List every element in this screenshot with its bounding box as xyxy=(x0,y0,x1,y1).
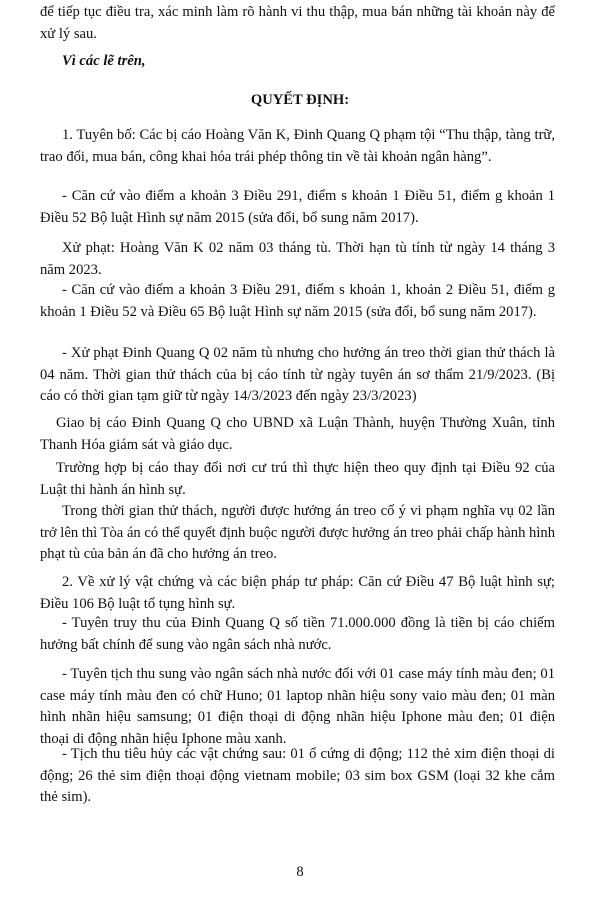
paragraph-3: Xử phạt: Hoàng Văn K 02 năm 03 tháng tù. Thời hạn tù tính từ ngày 14 tháng 3 năm 2023. xyxy=(40,240,555,278)
paragraph-5: - Xử phạt Đinh Quang Q 02 năm tù nhưng cho hưởng án treo thời gian thử thách là 04 năm. Thời gian thử thách của bị cáo tính từ ngày tuyên án sơ thẩm 21/9/2023. (Bị cáo có thời gian tạm giữ từ ngày 14/3/2023 đến ngày 23/3/2023) xyxy=(40,345,555,404)
paragraph-9: 2. Về xử lý vật chứng và các biện pháp tư pháp: Căn cứ Điều 47 Bộ luật hình sự; Điều 106 Bộ luật tố tụng hình sự. xyxy=(40,574,555,612)
paragraph-1: 1. Tuyên bố: Các bị cáo Hoàng Văn K, Đinh Quang Q phạm tội “Thu thập, tàng trữ, trao đổi, mua bán, công khai hóa trái phép thông tin về tài khoản ngân hàng”. xyxy=(40,127,555,165)
decision-heading: QUYẾT ĐỊNH: xyxy=(250,92,350,108)
preamble-line: Vì các lẽ trên, xyxy=(62,53,146,69)
paragraph-4: - Căn cứ vào điểm a khoản 3 Điều 291, điểm s khoản 1, khoản 2 Điều 51, điểm g khoản 1 Điều 52 và Điều 65 Bộ luật Hình sự năm 2015 (sửa đổi, bổ sung năm 2017). xyxy=(40,282,555,320)
page-number: 8 xyxy=(296,864,304,880)
paragraph-2: - Căn cứ vào điểm a khoản 3 Điều 291, điểm s khoản 1 Điều 51, điểm g khoản 1 Điều 52 Bộ luật Hình sự năm 2015 (sửa đổi, bổ sung năm 2017). xyxy=(40,188,555,226)
paragraph-7: Trường hợp bị cáo thay đổi nơi cư trú thì thực hiện theo quy định tại Điều 92 của Luật thi hành án hình sự. xyxy=(40,460,555,498)
paragraph-8: Trong thời gian thử thách, người được hưởng án treo cố ý vi phạm nghĩa vụ 02 lần trở lên thì Tòa án có thể quyết định buộc người được hưởng án treo phải chấp hành hình phạt tù của bản án đã cho hưởng án treo. xyxy=(40,503,555,562)
paragraph-11: - Tuyên tịch thu sung vào ngân sách nhà nước đối với 01 case máy tính màu đen; 01 case máy tính màu đen có chữ Huno; 01 laptop nhãn hiệu sony vaio màu đen; 01 màn hình nhãn hiệu samsung; 01 điện thoại di động nhãn hiệu Iphone màu đen; 01 điện thoại di động nhãn hiệu Iphone màu xanh. xyxy=(40,666,555,747)
paragraph-10: - Tuyên truy thu của Đinh Quang Q số tiền 71.000.000 đồng là tiền bị cáo chiếm hưởng bất chính để sung vào ngân sách nhà nước. xyxy=(40,615,555,653)
paragraph-6: Giao bị cáo Đinh Quang Q cho UBND xã Luận Thành, huyện Thường Xuân, tỉnh Thanh Hóa giám sát và giáo dục. xyxy=(40,415,555,453)
paragraph-12: - Tịch thu tiêu hủy các vật chứng sau: 01 ổ cứng di động; 112 thẻ xim điện thoại di động; 26 thẻ sim điện thoại động vietnam mobile; 03 sim box GSM (loại 32 khe cắm thẻ sim). xyxy=(40,746,555,805)
paragraph-continuation: để tiếp tục điều tra, xác minh làm rõ hành vi thu thập, mua bán những tài khoản này để xử lý sau. xyxy=(40,4,555,42)
